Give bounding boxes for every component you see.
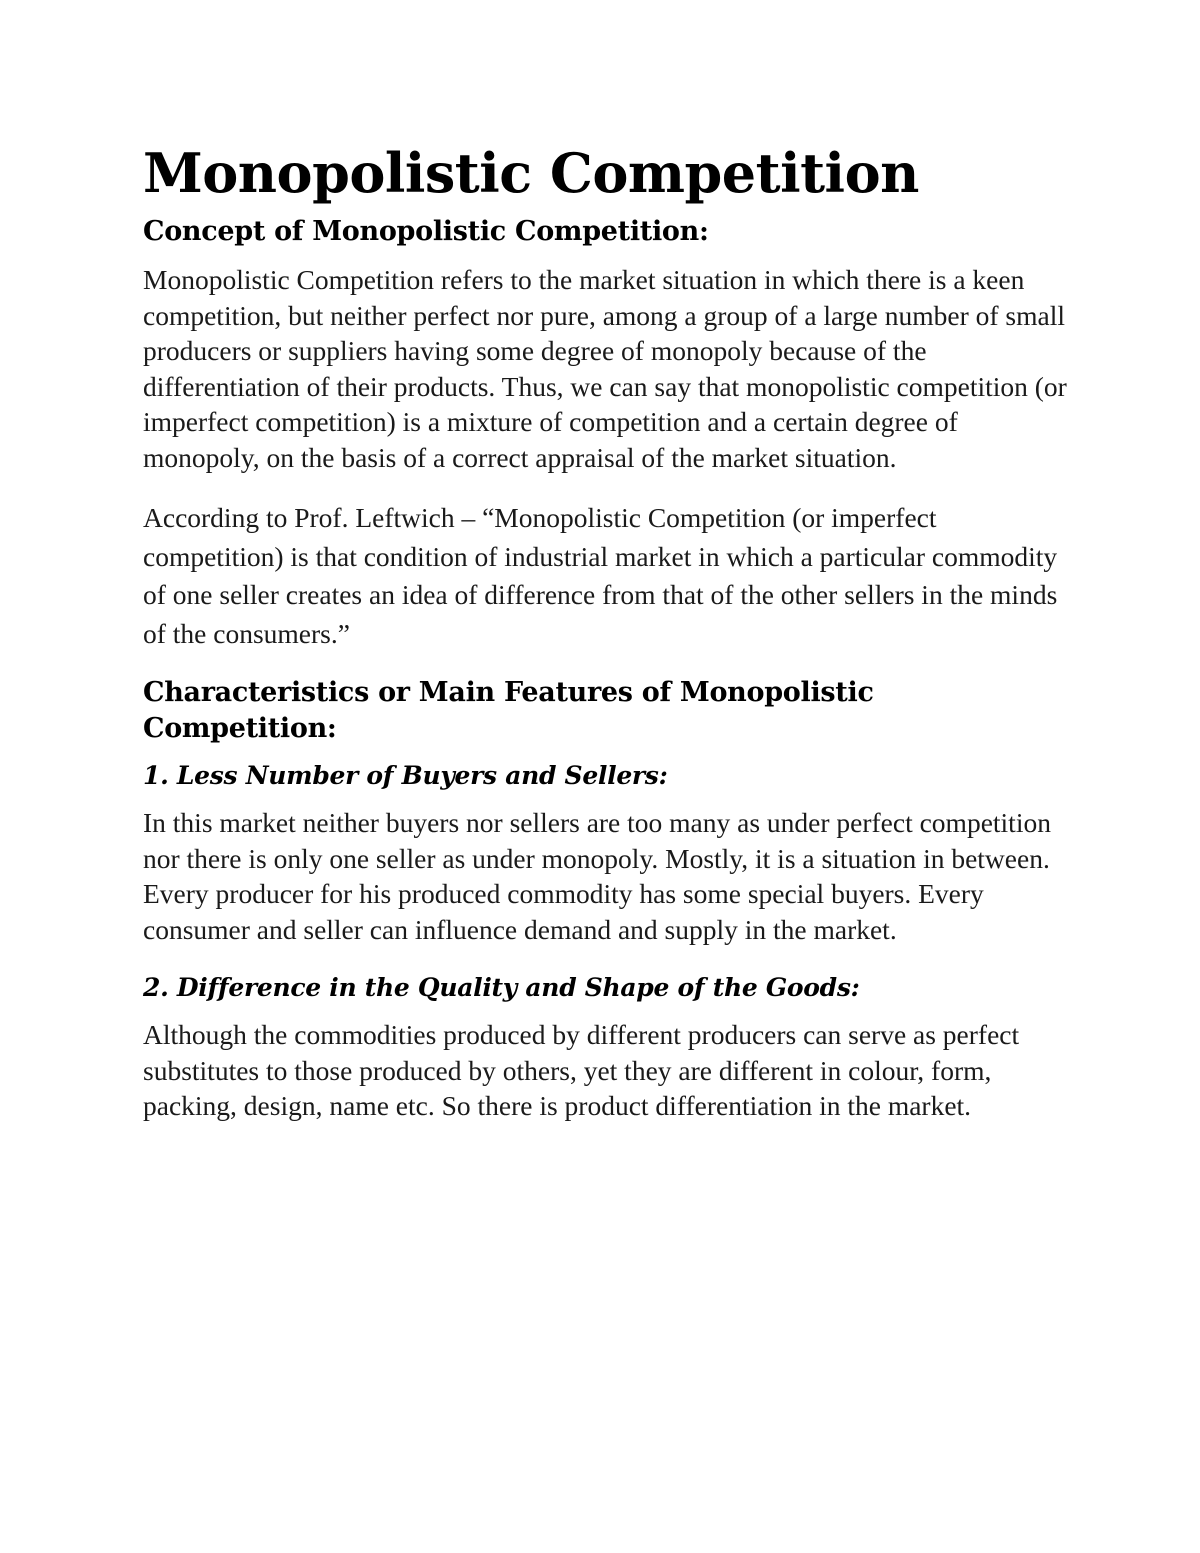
feature-paragraph-1: In this market neither buyers nor sellers are too many as under perfect competition nor there is only one seller as under monopoly. Mostly, it is a situation in between. Every producer for his produced commodity has some special buyers. Every consumer and seller can influence demand and supply in the market.: [143, 807, 1051, 945]
feature-paragraph-2: Although the commodities produced by different producers can serve as perfect substitutes to those produced by others, yet they are different in colour, form, packing, design, name etc. So there is product differentiation in the market.: [143, 1019, 1020, 1121]
section-heading-characteristics: Characteristics or Main Features of Monopolistic Competition:: [143, 677, 874, 744]
feature-heading-2: 2. Difference in the Quality and Shape of the Goods:: [143, 973, 860, 1002]
document-title: Monopolistic Competition: [143, 141, 919, 205]
document-page: [143, 138, 1073, 1148]
section-heading-concept: Concept of Monopolistic Competition:: [143, 216, 709, 247]
concept-paragraph: Monopolistic Competition refers to the market situation in which there is a keen competition, but neither perfect nor pure, among a group of a large number of small producers or suppliers having some degree of monopoly because of the differentiation of their products. Thus, we can say that monopolistic competition (or imperfect competition) is a mixture of competition and a certain degree of monopoly, on the basis of a correct appraisal of the market situation.: [143, 264, 1067, 473]
feature-heading-1: 1. Less Number of Buyers and Sellers:: [143, 761, 668, 790]
leftwich-quote-paragraph: According to Prof. Leftwich – “Monopolistic Competition (or imperfect competition) is that condition of industrial market in which a particular commodity of one seller creates an idea of difference from that of the other sellers in the minds of the consumers.”: [143, 502, 1058, 649]
